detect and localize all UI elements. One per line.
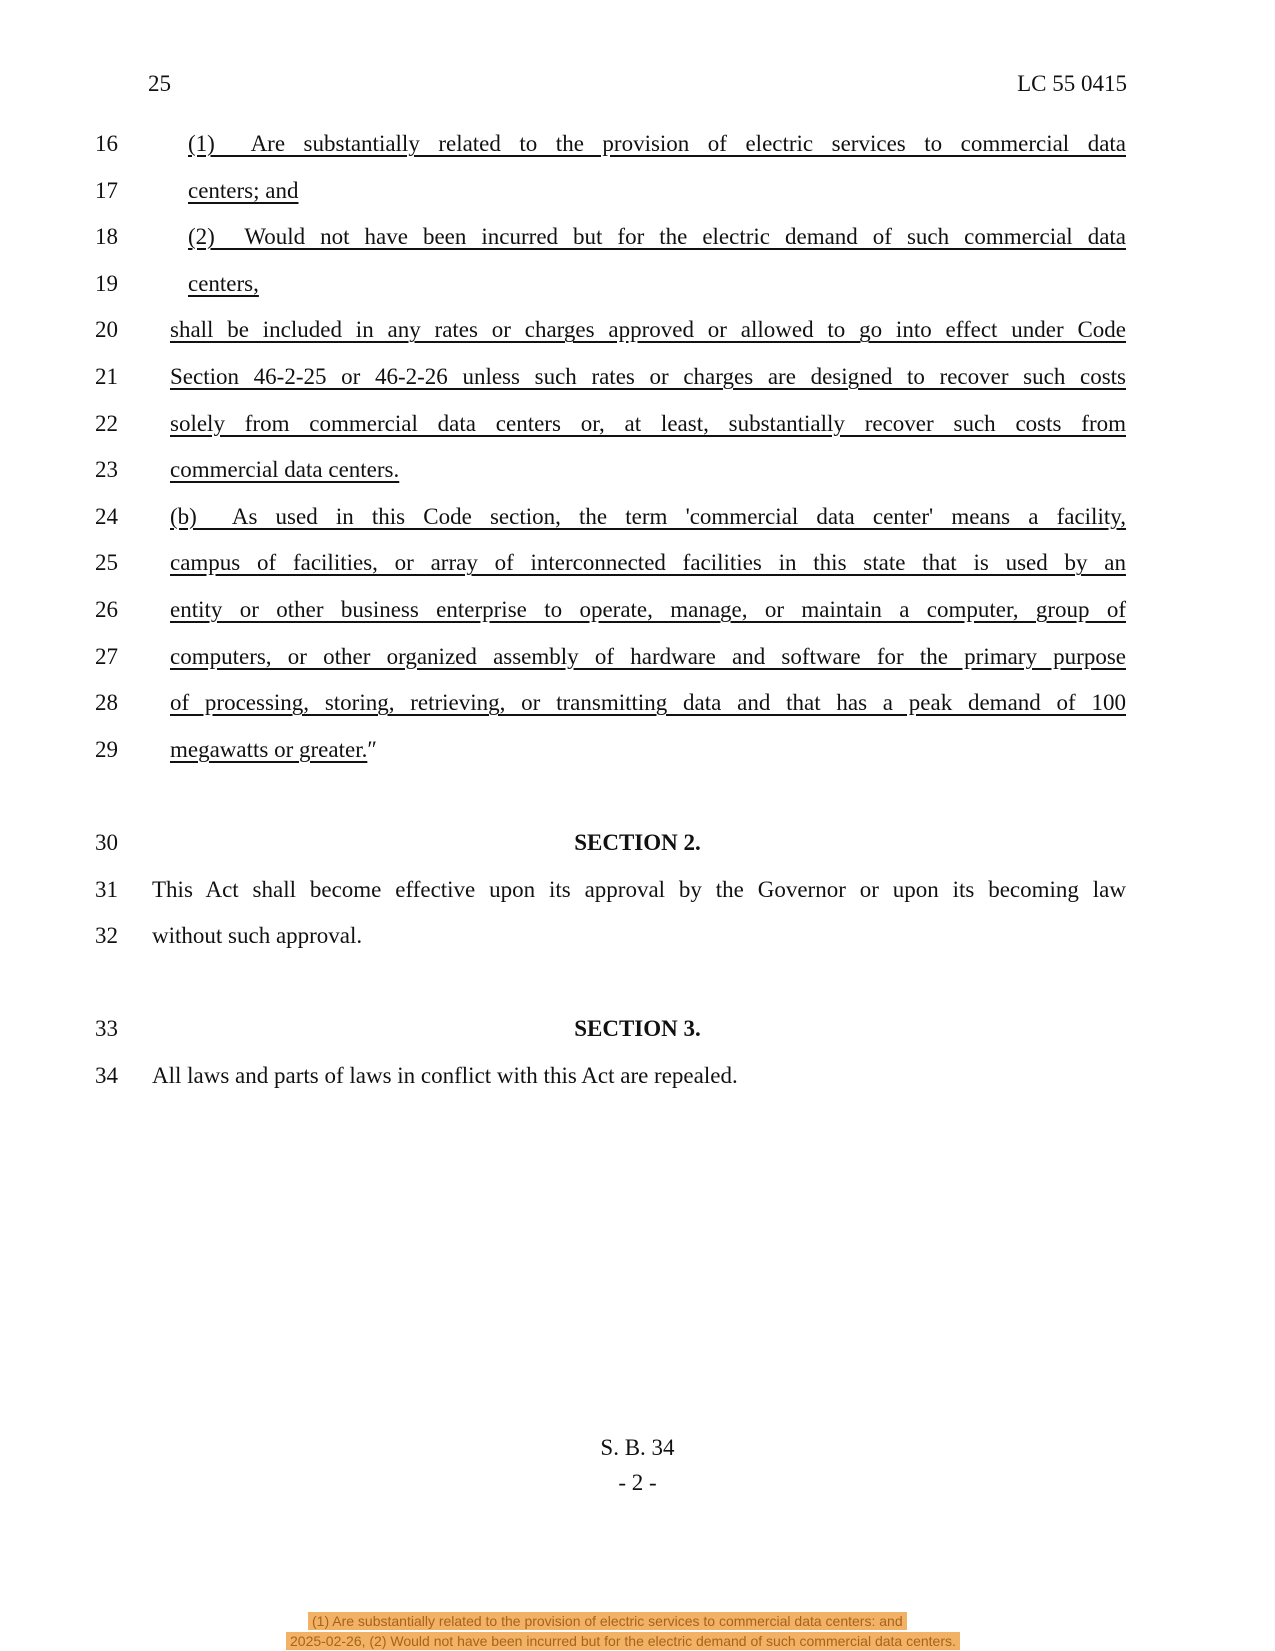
bill-line: [0, 401, 1275, 448]
line-text: (2) Would not have been incurred but for the electric demand of such commercial data: [188, 224, 1126, 250]
line-number: 16: [95, 131, 118, 156]
bill-line: [0, 261, 1275, 308]
line-number: 26: [95, 596, 118, 622]
page-number: - 2 -: [618, 1470, 657, 1495]
page-header: [148, 69, 1127, 99]
line-number: 33: [95, 1016, 118, 1042]
line-number: 32: [95, 923, 118, 949]
bill-line: [0, 1053, 1275, 1100]
line-number: 28: [95, 690, 118, 716]
line-text: commercial data centers.: [170, 457, 400, 483]
page-footer: [0, 1430, 1275, 1500]
line-number: 17: [95, 177, 118, 203]
diff-annotation: [286, 1611, 960, 1651]
annotation-line-1: (1) Are substantially related to the provision of electric services to commercial data centers: and: [308, 1612, 907, 1630]
line-text: of processing, storing, retrieving, or transmitting data and that has a peak demand of 100: [170, 690, 1126, 716]
line-text: SECTION 2.: [574, 829, 701, 855]
line-number: 34: [95, 1062, 118, 1088]
bill-line: [0, 447, 1275, 494]
line-text: centers,: [188, 270, 259, 296]
line-text: without such approval.: [152, 923, 363, 949]
blank-line: [0, 773, 1275, 820]
bill-line: [0, 494, 1275, 541]
bill-text-block: [0, 121, 1275, 1099]
section-heading-line: [0, 1006, 1275, 1053]
line-number: 29: [95, 736, 118, 762]
bill-line: [0, 634, 1275, 681]
line-number: 31: [95, 876, 118, 902]
line-text: Section 46-2-25 or 46-2-26 unless such rates or charges are designed to recover such costs: [170, 363, 1126, 389]
line-text: centers; and: [188, 177, 299, 203]
bill-line: [0, 540, 1275, 587]
annotation-line-2: 2025-02-26, (2) Would not have been incurred but for the electric demand of such commercial data centers.: [286, 1632, 960, 1650]
line-number: 30: [95, 829, 118, 855]
section-heading-line: [0, 820, 1275, 867]
line-text: (1) Are substantially related to the provision of electric services to commercial data: [188, 131, 1126, 156]
bill-number: S. B. 34: [600, 1435, 675, 1460]
bill-line: [0, 587, 1275, 634]
bill-line: [0, 214, 1275, 261]
line-text: SECTION 3.: [574, 1016, 701, 1042]
bill-line: [0, 307, 1275, 354]
line-text: campus of facilities, or array of interconnected facilities in this state that is used by an: [170, 550, 1126, 576]
line-number: 27: [95, 643, 118, 669]
line-number: 23: [95, 457, 118, 483]
line-text: This Act shall become effective upon its approval by the Governor or upon its becoming law: [152, 876, 1126, 902]
line-text: entity or other business enterprise to operate, manage, or maintain a computer, group of: [170, 596, 1126, 622]
line-number: 18: [95, 224, 118, 250]
line-text: shall be included in any rates or charges approved or allowed to go into effect under Code: [170, 317, 1126, 343]
bill-line: [0, 680, 1275, 727]
blank-line: [0, 960, 1275, 1007]
line-number: 22: [95, 410, 118, 436]
line-text: All laws and parts of laws in conflict with this Act are repealed.: [152, 1062, 738, 1088]
line-number: 19: [95, 270, 118, 296]
line-text: solely from commercial data centers or, at least, substantially recover such costs from: [170, 410, 1126, 436]
line-text: megawatts or greater.″: [170, 736, 377, 762]
line-number: 20: [95, 317, 118, 343]
line-number: 21: [95, 363, 118, 389]
bill-line: [0, 727, 1275, 774]
bill-line: [0, 121, 1275, 168]
line-text: computers, or other organized assembly of hardware and software for the primary purpose: [170, 643, 1126, 669]
bill-line: [0, 867, 1275, 914]
bill-line: [0, 913, 1275, 960]
closing-quote-mark: ″: [367, 736, 377, 762]
line-text: (b) As used in this Code section, the term 'commercial data center' means a facility,: [170, 503, 1126, 529]
bill-line: [0, 168, 1275, 215]
bill-line: [0, 354, 1275, 401]
document-code: LC 55 0415: [1017, 71, 1127, 96]
session-year: 25: [148, 71, 171, 96]
line-number: 25: [95, 550, 118, 576]
line-number: 24: [95, 503, 118, 529]
